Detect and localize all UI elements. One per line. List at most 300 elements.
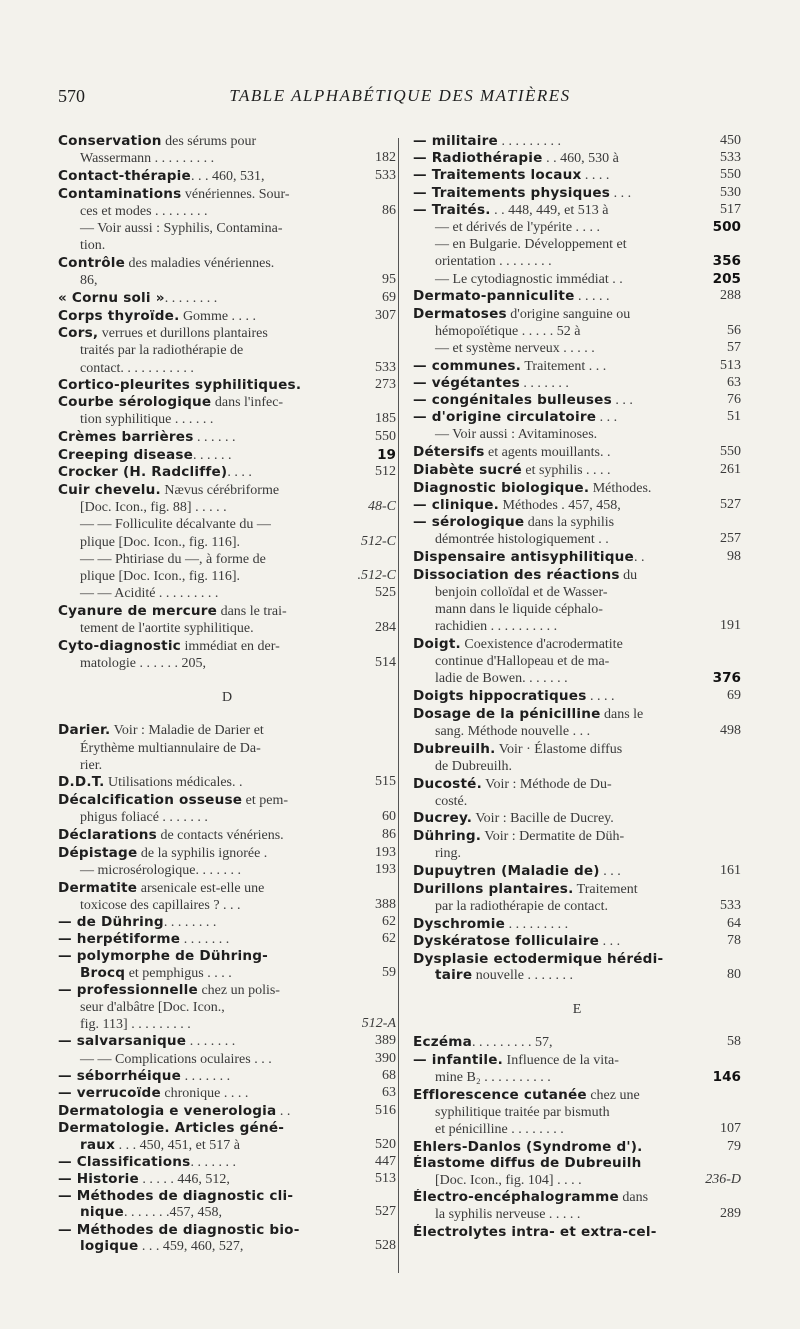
page-reference: 86 xyxy=(382,827,396,843)
entry-line xyxy=(413,881,741,898)
page-reference: 63 xyxy=(382,1085,396,1101)
page-reference: 513 xyxy=(375,1171,396,1187)
entry-description: la syphilis nerveuse . . . . . xyxy=(435,1207,581,1223)
entry-line xyxy=(413,1052,741,1069)
entry-description: Utilisations médicales. . xyxy=(104,775,243,791)
entry-description: chez un polis- xyxy=(197,982,280,998)
entry-line xyxy=(58,1051,396,1068)
page-reference: 527 xyxy=(375,1204,396,1220)
entry-term: — Traités. xyxy=(413,201,491,218)
entry-description: dans la syphilis xyxy=(524,514,615,530)
entry-line xyxy=(413,549,741,566)
entry-term: Dermatologia e venerologia xyxy=(58,1102,277,1119)
entry-term: Dépistage xyxy=(58,844,138,861)
entry-description: . . . . xyxy=(227,465,252,481)
entry-description: Coexistence d'acrodermatite xyxy=(460,636,623,652)
index-entry xyxy=(413,933,741,950)
entry-line xyxy=(413,584,741,601)
entry-line xyxy=(58,308,396,325)
entry-description: 86, xyxy=(80,273,98,289)
index-entry xyxy=(413,288,741,305)
index-entry xyxy=(58,133,396,167)
entry-description: arsenicale est-elle une xyxy=(137,880,265,896)
entry-description: hémopoïétique . . . . . 52 à xyxy=(435,324,581,340)
page-reference: 533 xyxy=(720,150,741,166)
entry-description: — — Complications oculaires . . . xyxy=(80,1051,272,1067)
page-reference: 86 xyxy=(382,202,396,218)
page-reference: 191 xyxy=(720,618,741,634)
entry-description: . . . xyxy=(611,393,633,409)
page-reference: 498 xyxy=(720,722,741,738)
page-reference: 533 xyxy=(375,359,396,375)
page-reference: 64 xyxy=(727,915,741,931)
page-reference: 530 xyxy=(720,184,741,200)
page-reference: 289 xyxy=(720,1206,741,1222)
entry-line xyxy=(413,845,741,862)
entry-line xyxy=(58,133,396,150)
index-entry xyxy=(413,881,741,915)
entry-line xyxy=(58,237,396,254)
entry-term: — Traitements locaux xyxy=(413,167,582,184)
entry-term: Contaminations xyxy=(58,185,182,202)
entry-line xyxy=(58,203,396,220)
entry-line xyxy=(413,567,741,584)
entry-line xyxy=(413,202,741,219)
page-reference: 193 xyxy=(375,844,396,860)
entry-term: Dysplasie ectodermique hérédi- xyxy=(413,951,664,968)
entry-description: seur d'albâtre [Doc. Icon., xyxy=(80,1000,225,1016)
entry-term: Contact-thérapie xyxy=(58,167,191,184)
page-reference: 447 xyxy=(375,1153,396,1169)
entry-term: Dupuytren (Maladie de) xyxy=(413,863,600,880)
entry-line xyxy=(58,965,396,982)
entry-term: Dispensaire antisyphilitique xyxy=(413,548,634,565)
page-reference: 79 xyxy=(727,1138,741,1154)
page-reference: 356 xyxy=(712,253,741,270)
entry-description: Nævus cérébriforme xyxy=(160,483,280,499)
index-entry xyxy=(413,828,741,862)
page-reference: 389 xyxy=(375,1033,396,1049)
entry-description: phigus foliacé . . . . . . . xyxy=(80,810,208,826)
page-header xyxy=(58,86,742,112)
page-reference: 528 xyxy=(375,1237,396,1253)
entry-line xyxy=(413,306,741,323)
entry-term: Dühring. xyxy=(413,828,482,845)
entry-line xyxy=(413,776,741,793)
entry-line xyxy=(413,967,741,984)
page-reference: 95 xyxy=(382,272,396,288)
index-entry xyxy=(58,827,396,844)
entry-line xyxy=(58,186,396,203)
entry-description: dans le trai- xyxy=(217,603,287,619)
entry-description: . . . . . . xyxy=(193,447,232,463)
entry-line xyxy=(58,1188,396,1204)
index-entry xyxy=(58,638,396,672)
entry-line xyxy=(413,409,741,426)
entry-term: Dermatologie. Articles géné- xyxy=(58,1120,285,1137)
entry-line xyxy=(413,236,741,253)
page-reference: 284 xyxy=(375,620,396,636)
page-reference: 515 xyxy=(375,774,396,790)
entry-term: raux xyxy=(80,1136,116,1153)
page-reference: 288 xyxy=(720,288,741,304)
entry-term: Ducrey. xyxy=(413,810,473,827)
index-entry xyxy=(58,290,396,307)
index-entry xyxy=(58,186,396,255)
entry-description: costé. xyxy=(435,793,468,809)
entry-term: Cortico-pleurites syphilitiques. xyxy=(58,377,302,394)
entry-description: — et dérivés de l'ypérite . . . . xyxy=(435,220,601,236)
index-entry xyxy=(413,1034,741,1086)
entry-line xyxy=(58,880,396,897)
entry-term: Électrolytes intra- et extra-cel- xyxy=(413,1224,657,1241)
index-entry xyxy=(58,792,396,826)
entry-line xyxy=(58,862,396,879)
page-reference: 205 xyxy=(712,270,741,287)
entry-line xyxy=(413,497,741,514)
entry-line xyxy=(58,568,396,585)
entry-term: — Historie xyxy=(58,1171,139,1188)
entry-description: tement de l'aortite syphilitique. xyxy=(80,621,254,637)
entry-line xyxy=(413,688,741,705)
page-reference: 525 xyxy=(375,585,396,601)
entry-term: Dermatite xyxy=(58,879,138,896)
entry-line xyxy=(413,1189,741,1206)
entry-line xyxy=(58,1222,396,1238)
page-number: 570 xyxy=(58,86,85,106)
entry-description: . . . . . 446, 512, xyxy=(138,1172,230,1188)
entry-description: dans l'infec- xyxy=(211,395,284,411)
entry-description: . . . . . . .457, 458, xyxy=(123,1205,222,1221)
entry-term: Déclarations xyxy=(58,827,157,844)
entry-term: Détersifs xyxy=(413,444,485,461)
index-entry xyxy=(413,1155,741,1188)
page-reference: 59 xyxy=(382,964,396,980)
entry-description: — — Folliculite décalvante du — xyxy=(80,517,271,533)
entry-line xyxy=(413,916,741,933)
index-column-right xyxy=(413,133,741,1241)
page-reference: 390 xyxy=(375,1050,396,1066)
entry-term: Durillons plantaires. xyxy=(413,880,574,897)
index-entry xyxy=(58,325,396,377)
entry-description: . . 448, 449, et 513 à xyxy=(490,202,609,218)
entry-description: chronique . . . . xyxy=(160,1086,249,1102)
page-reference: 550 xyxy=(720,167,741,183)
entry-term: — Traitements physiques xyxy=(413,184,611,201)
entry-line xyxy=(413,185,741,202)
entry-line xyxy=(58,272,396,289)
entry-line xyxy=(58,394,396,411)
index-entry xyxy=(58,1103,396,1120)
page-reference: 182 xyxy=(375,150,396,166)
entry-description: ces et modes . . . . . . . . xyxy=(80,203,208,219)
entry-description: Voir : Bacille de Ducrey. xyxy=(472,811,614,827)
entry-term: Contrôle xyxy=(58,254,126,271)
entry-term: — clinique. xyxy=(413,496,500,513)
page-reference: 57 xyxy=(727,340,741,356)
index-entry xyxy=(413,1139,741,1155)
entry-term: Crocker (H. Radcliffe) xyxy=(58,464,228,481)
entry-description: contact. . . . . . . . . . . xyxy=(80,360,194,376)
page-reference: 273 xyxy=(375,377,396,393)
index-entry xyxy=(413,636,741,688)
entry-term: — Radiothérapie xyxy=(413,150,543,167)
entry-line xyxy=(58,722,396,739)
entry-line xyxy=(413,514,741,531)
entry-term: Ducosté. xyxy=(413,775,482,792)
entry-description: démontrée histologiquement . . xyxy=(435,532,609,548)
entry-line xyxy=(413,741,741,758)
entry-description: . . . . . . . xyxy=(519,375,569,391)
entry-description: . . xyxy=(276,1103,291,1119)
page-reference: 185 xyxy=(375,411,396,427)
page-reference: 58 xyxy=(727,1034,741,1050)
entry-term: Cuir chevelu. xyxy=(58,482,161,499)
entry-line xyxy=(58,809,396,826)
entry-description: . . . . . . . xyxy=(190,1154,236,1170)
entry-term: — séborrhéique xyxy=(58,1067,182,1084)
index-entry xyxy=(58,447,396,464)
entry-term: Corps thyroïde. xyxy=(58,307,180,324)
entry-line xyxy=(413,219,741,236)
section-letter: E xyxy=(572,1002,582,1018)
entry-line xyxy=(58,482,396,499)
page-reference: 107 xyxy=(720,1120,741,1136)
entry-line xyxy=(413,810,741,827)
entry-description: . . . . . . . . . 57, xyxy=(472,1035,553,1051)
entry-line xyxy=(413,444,741,461)
entry-description: . . . xyxy=(596,410,618,426)
entry-description: — Le cytodiagnostic immédiat . . xyxy=(435,271,623,287)
entry-line xyxy=(413,1121,741,1138)
entry-line xyxy=(413,167,741,184)
entry-term: Dubreuilh. xyxy=(413,740,496,757)
index-entry xyxy=(413,444,741,461)
entry-line xyxy=(58,1016,396,1033)
entry-description: dans le xyxy=(600,706,644,722)
entry-description: et pemphigus . . . . xyxy=(125,965,232,981)
entry-line xyxy=(413,323,741,340)
entry-line xyxy=(58,168,396,185)
entry-line xyxy=(413,358,741,375)
entry-term: Dyschromie xyxy=(413,915,506,932)
entry-line xyxy=(58,360,396,377)
entry-description: ring. xyxy=(435,846,462,862)
entry-line xyxy=(58,931,396,948)
entry-description: rier. xyxy=(80,757,103,773)
entry-line xyxy=(413,898,741,915)
entry-description: . . . xyxy=(599,934,621,950)
entry-term: Diagnostic biologique. xyxy=(413,479,590,496)
entry-description: Voir : Maladie de Darier et xyxy=(110,723,264,739)
entry-term: nique xyxy=(80,1204,124,1221)
entry-description: . . . . . . . . xyxy=(163,915,217,931)
index-entry xyxy=(413,916,741,933)
page-reference: 533 xyxy=(375,167,396,183)
entry-term: — d'origine circulatoire xyxy=(413,409,597,426)
entry-description: vénériennes. Sour- xyxy=(181,186,290,202)
page-reference: 193 xyxy=(375,861,396,877)
entry-line xyxy=(58,411,396,428)
entry-description: immédiat en der- xyxy=(180,638,280,654)
entry-term: Cors, xyxy=(58,325,99,342)
index-entry xyxy=(58,308,396,325)
page-reference: 76 xyxy=(727,392,741,408)
entry-description: plique [Doc. Icon., fig. 116]. xyxy=(80,534,241,550)
entry-line xyxy=(58,464,396,481)
entry-description: Influence de la vita- xyxy=(503,1052,619,1068)
entry-line xyxy=(413,1034,741,1051)
entry-description: — — Acidité . . . . . . . . . xyxy=(80,586,219,602)
page-reference: 257 xyxy=(720,531,741,547)
entry-description: rachidien . . . . . . . . . . xyxy=(435,619,558,635)
page-reference: 512-A xyxy=(361,1016,396,1032)
entry-term: — polymorphe de Dühring- xyxy=(58,948,269,965)
page-reference: 60 xyxy=(382,809,396,825)
entry-term: — militaire xyxy=(413,133,498,149)
page-reference: 512-C xyxy=(361,533,396,549)
entry-line xyxy=(413,1224,741,1240)
entry-description: de contacts vénériens. xyxy=(156,828,284,844)
entry-term: D.D.T. xyxy=(58,774,105,791)
entry-description: sang. Méthode nouvelle . . . xyxy=(435,723,591,739)
page-reference: 161 xyxy=(720,863,741,879)
entry-description: — et système nerveux . . . . . xyxy=(435,341,595,357)
entry-term: logique xyxy=(80,1237,139,1254)
entry-description: . . . . xyxy=(586,689,615,704)
page-reference: 514 xyxy=(375,655,396,671)
entry-description: [Doc. Icon., fig. 104] . . . . xyxy=(435,1172,582,1188)
index-entry xyxy=(58,482,396,602)
entry-line xyxy=(58,429,396,446)
entry-term: — communes. xyxy=(413,357,522,374)
page-reference: 376 xyxy=(712,670,741,687)
entry-description: par la radiothérapie de contact. xyxy=(435,898,608,914)
index-entry xyxy=(413,1189,741,1223)
index-entry xyxy=(58,255,396,289)
page-reference: 550 xyxy=(375,428,396,444)
entry-description: Voir : Méthode de Du- xyxy=(481,776,612,792)
entry-term: Courbe sérologique xyxy=(58,394,212,411)
entry-line xyxy=(58,1103,396,1120)
entry-description: et pénicilline . . . . . . . . xyxy=(435,1121,564,1137)
page-reference: 533 xyxy=(720,897,741,913)
entry-term: Brocq xyxy=(80,964,126,981)
entry-line xyxy=(413,1206,741,1223)
entry-description: tion. xyxy=(80,238,106,254)
entry-description: des maladies vénériennes. xyxy=(125,255,275,271)
page-reference: 98 xyxy=(727,548,741,564)
entry-description: Traitement . . . xyxy=(521,358,607,374)
entry-line xyxy=(58,897,396,914)
entry-term: Doigts hippocratiques xyxy=(413,688,587,704)
entry-line xyxy=(58,655,396,672)
page-reference: 520 xyxy=(375,1136,396,1152)
index-entry xyxy=(413,133,741,288)
page-reference: 261 xyxy=(720,461,741,477)
entry-line xyxy=(413,618,741,635)
entry-description: . . . 460, 531, xyxy=(190,168,265,184)
entry-line xyxy=(58,774,396,791)
index-entry xyxy=(58,1120,396,1255)
entry-line xyxy=(413,636,741,653)
entry-line xyxy=(413,951,741,967)
entry-term: Eczéma xyxy=(413,1034,473,1051)
entry-line xyxy=(58,1068,396,1085)
entry-line xyxy=(413,653,741,670)
entry-description: . . . 450, 451, et 517 à xyxy=(115,1137,240,1153)
entry-line xyxy=(58,1154,396,1171)
entry-line xyxy=(413,863,741,880)
entry-term: — herpétiforme xyxy=(58,931,181,948)
entry-line xyxy=(58,982,396,999)
entry-line xyxy=(58,1171,396,1188)
entry-term: Cyto-diagnostic xyxy=(58,637,181,654)
entry-description: Érythème multiannulaire de Da- xyxy=(80,740,261,756)
index-entry xyxy=(58,377,396,393)
entry-line xyxy=(58,255,396,272)
entry-term: Efflorescence cutanée xyxy=(413,1086,587,1103)
entry-line xyxy=(413,828,741,845)
entry-description: . . . . . xyxy=(574,289,610,305)
entry-term: Doigt. xyxy=(413,635,461,652)
index-entry xyxy=(413,688,741,705)
index-entry xyxy=(413,549,741,566)
entry-description: du xyxy=(619,567,638,583)
index-entry xyxy=(413,1224,741,1240)
entry-line xyxy=(58,827,396,844)
entry-description: Traitement xyxy=(573,881,638,897)
entry-line xyxy=(413,1139,741,1155)
index-entry xyxy=(58,603,396,637)
entry-line xyxy=(413,1155,741,1171)
page-reference: 500 xyxy=(712,219,741,236)
entry-term: Électro-encéphalogramme xyxy=(413,1189,619,1206)
index-column-left xyxy=(58,133,396,1256)
entry-description: . . . . . . . . . xyxy=(505,916,569,932)
entry-line xyxy=(58,1204,396,1221)
entry-description: plique [Doc. Icon., fig. 116]. xyxy=(80,569,241,585)
entry-description: continue d'Hallopeau et de ma- xyxy=(435,654,610,670)
entry-line xyxy=(413,723,741,740)
entry-line xyxy=(413,1087,741,1104)
entry-term: — sérologique xyxy=(413,513,525,530)
entry-description: . . . . . . . xyxy=(186,1034,236,1050)
page-reference: 51 xyxy=(727,409,741,425)
entry-line xyxy=(58,1085,396,1102)
page-reference: 62 xyxy=(382,931,396,947)
index-entry xyxy=(413,741,741,775)
entry-line xyxy=(58,342,396,359)
entry-line xyxy=(58,325,396,342)
entry-line xyxy=(413,426,741,443)
page-reference: 527 xyxy=(720,496,741,512)
entry-line xyxy=(58,603,396,620)
page-reference: .512-C xyxy=(357,568,396,584)
page-reference: 517 xyxy=(720,201,741,217)
entry-description: traités par la radiothérapie de xyxy=(80,343,244,359)
page-reference: 69 xyxy=(727,688,741,703)
entry-line xyxy=(413,253,741,270)
entry-term: — Méthodes de diagnostic bio- xyxy=(58,1221,300,1238)
running-title: TABLE ALPHABÉTIQUE DES MATIÈRES xyxy=(229,86,571,105)
entry-line xyxy=(413,793,741,810)
entry-term: — verrucoïde xyxy=(58,1085,161,1102)
entry-description: ladie de Bowen. . . . . . . xyxy=(435,671,568,687)
entry-description: . . . . . . . xyxy=(181,1068,231,1084)
page-reference: 146 xyxy=(712,1068,741,1085)
entry-description: — microsérologique. . . . . . . xyxy=(80,862,241,878)
